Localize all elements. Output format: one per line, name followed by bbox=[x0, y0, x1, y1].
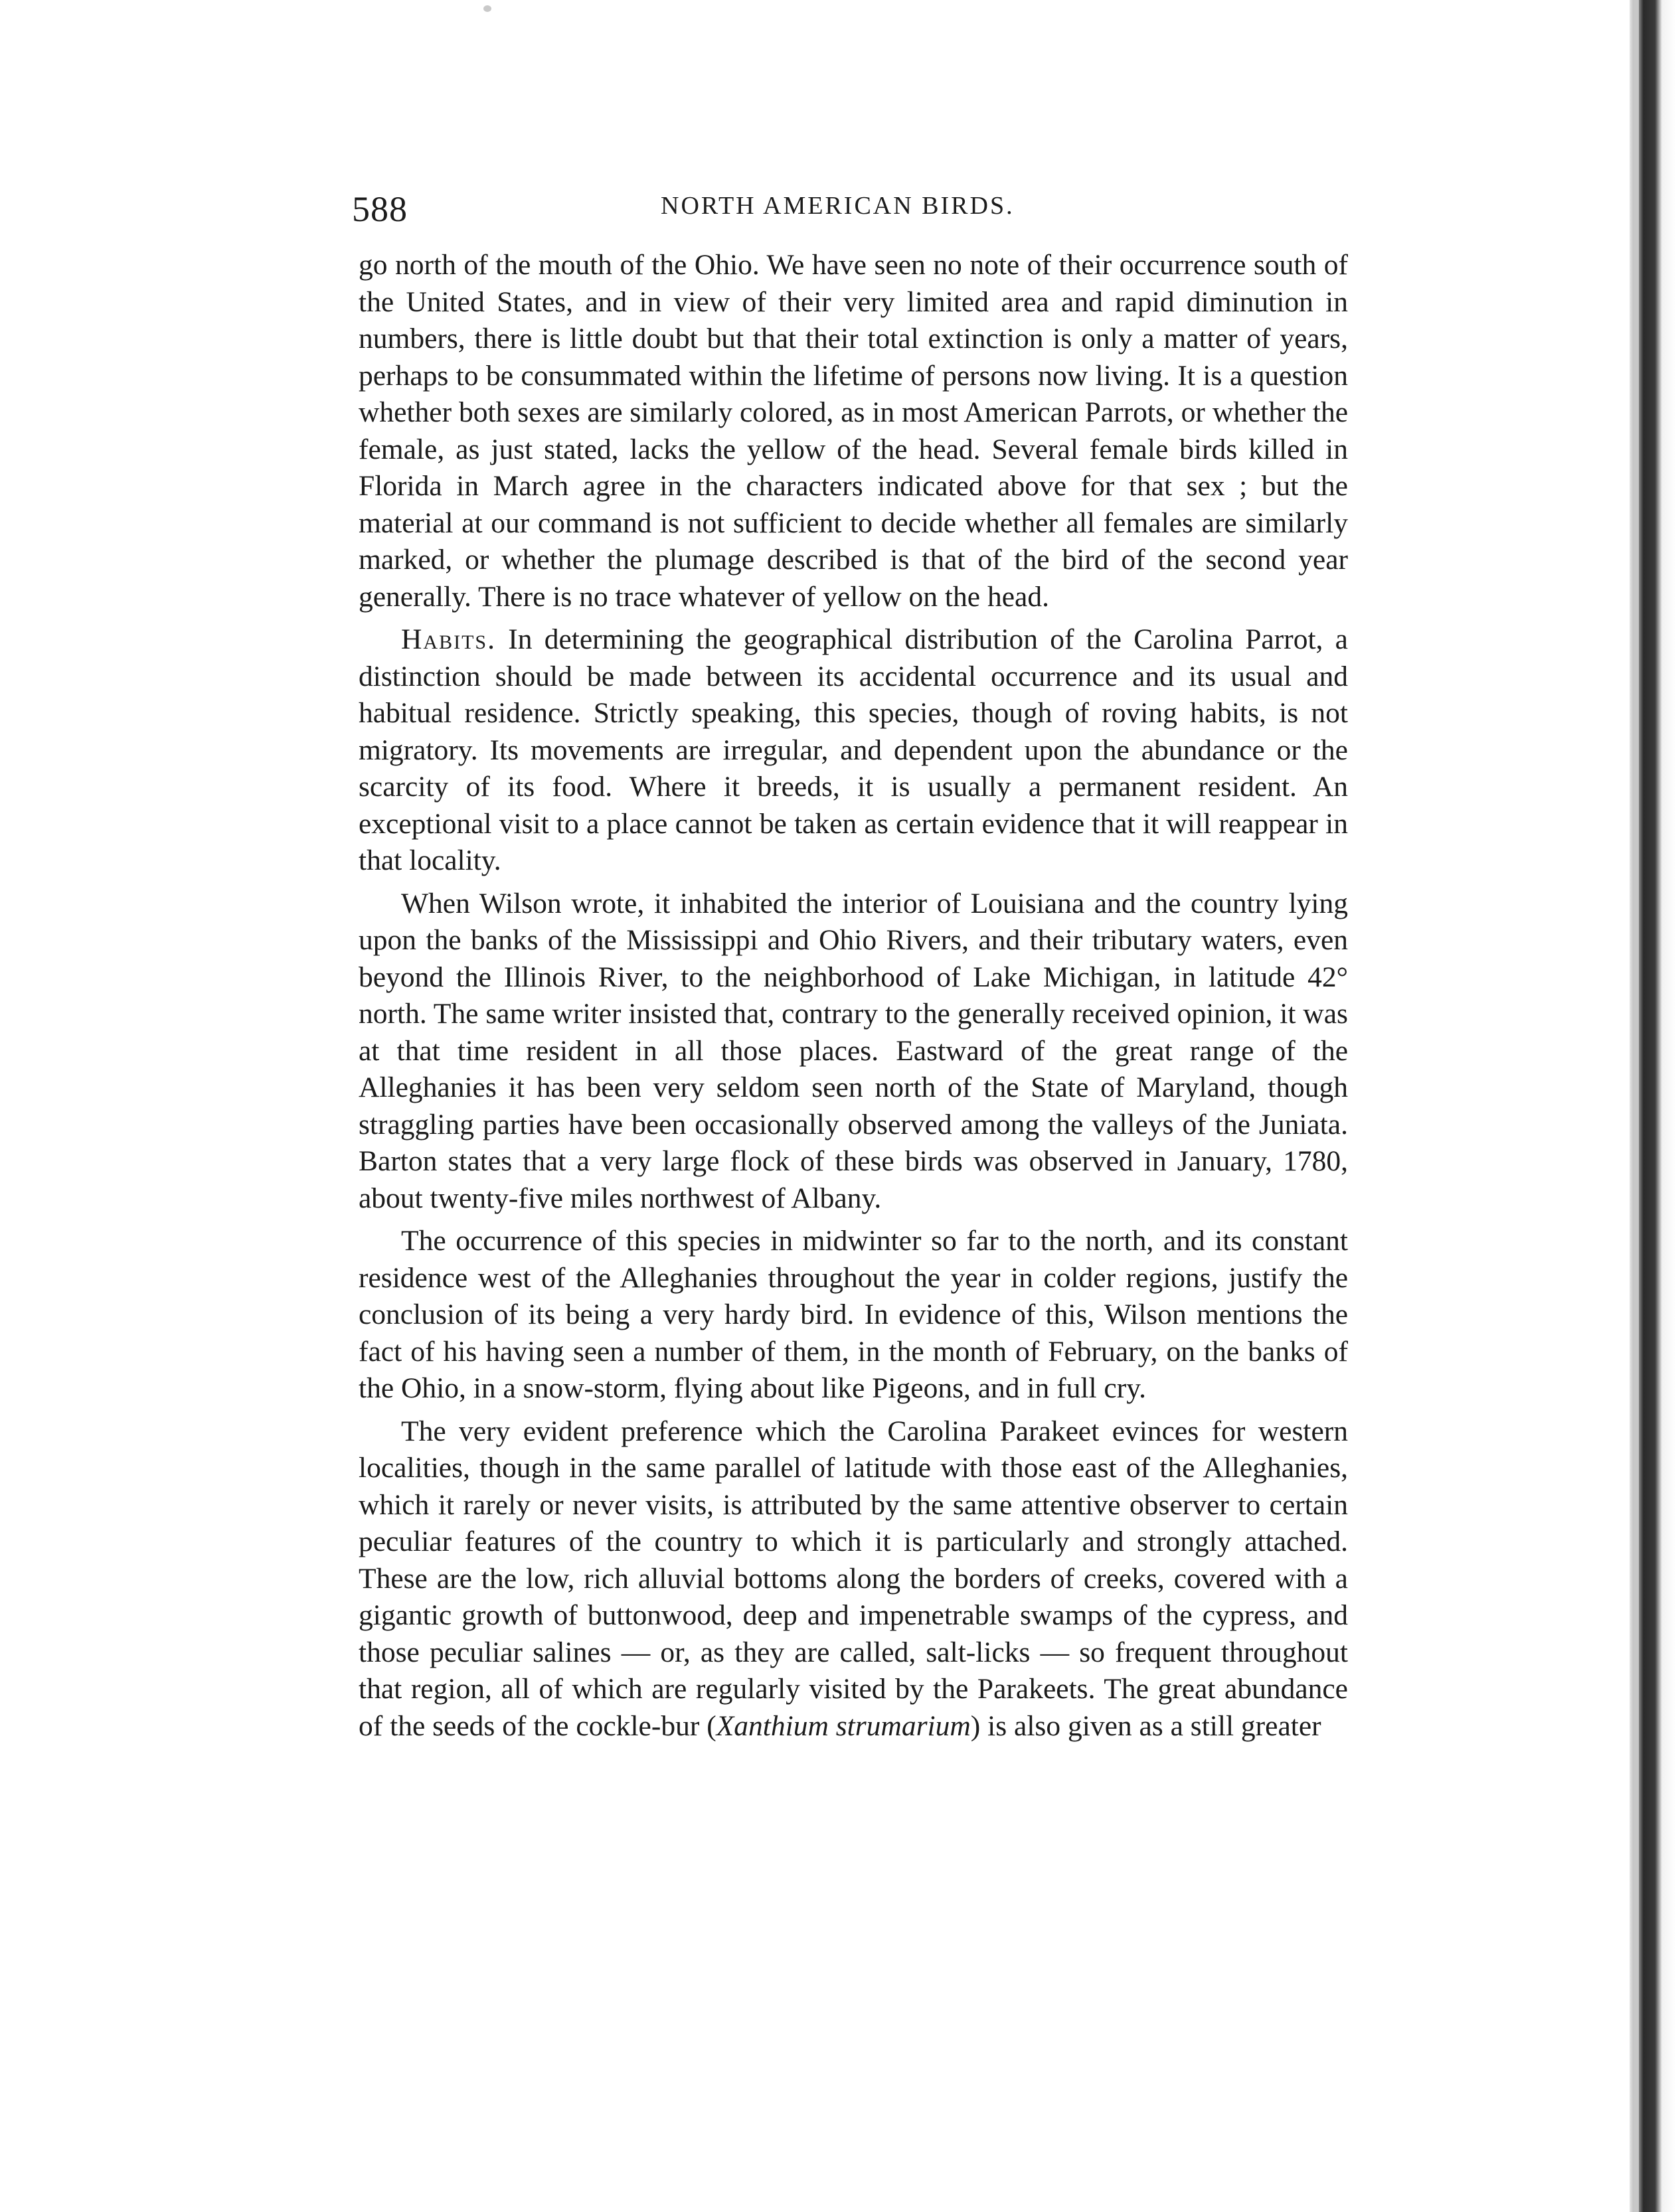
body-text bbox=[359, 247, 1348, 1745]
paragraph-habits-text: In determining the geographical distribution of the Carolina Parrot, a distinction should be made between its accidental occurrence and its usual and habitual residence. Strictly speaking, this species, though of roving habits, is not migratory. Its movements are irregular, and dependent upon the abundance or the scarcity of its food. Where it breeds, it is usually a permanent resident. An exceptional visit to a place cannot be taken as certain evidence that it will reappear in that locality. bbox=[359, 623, 1348, 876]
running-title: NORTH AMERICAN BIRDS. bbox=[661, 192, 1015, 220]
page-header bbox=[352, 185, 1361, 238]
scan-speck bbox=[483, 5, 491, 12]
paragraph-3: When Wilson wrote, it inhabited the interior of Louisiana and the country lying upon the banks of the Mississippi and Ohio Rivers, and their tributary waters, even beyond the Illinois River, to the neighborhood of Lake Michigan, in latitude 42° north. The same writer insisted that, contrary to the generally received opinion, it was at that time resident in all those places. Eastward of the great range of the Alleghanies it has been very seldom seen north of the State of Maryland, though straggling parties have been occasionally observed among the valleys of the Juniata. Barton states that a very large flock of these birds was observed in January, 1780, about twenty-five miles northwest of Albany. bbox=[359, 887, 1348, 1214]
paragraph-5 bbox=[359, 1413, 1348, 1745]
paragraph-5-text-after: ) is also given as a still greater bbox=[970, 1709, 1321, 1742]
paragraph-habits bbox=[359, 621, 1348, 880]
page-number: 588 bbox=[352, 189, 408, 229]
species-name-italic: Xanthium strumarium bbox=[716, 1709, 971, 1742]
paragraph-1: go north of the mouth of the Ohio. We have seen no note of their occurrence south of the United States, and in view of their very limited area and rapid diminution in numbers, there is little doubt but that their total extinction is only a matter of years, perhaps to be consummated within the lifetime of persons now living. It is a question whether both sexes are similarly colored, as in most American Parrots, or whether the female, as just stated, lacks the yellow of the head. Several female birds killed in Florida in March agree in the characters indicated above for that sex ; but the material at our command is not sufficient to decide whether all females are similarly marked, or whether the plumage described is that of the bird of the second year generally. There is no trace whatever of yellow on the head. bbox=[359, 249, 1348, 613]
paragraph-5-text: The very evident preference which the Carolina Parakeet evinces for western localities, though in the same parallel of latitude with those east of the Alleghanies, which it rarely or never visits, is attributed by the same attentive observer to certain peculiar features of the country to which it is particularly and strongly attached. These are the low, rich alluvial bottoms along the borders of creeks, covered with a gigantic growth of buttonwood, deep and impenetrable swamps of the cypress, and those peculiar salines — or, as they are called, salt-licks — so frequent throughout that region, all of which are regularly visited by the Parakeets. The great abundance of the seeds of the cockle-bur ( bbox=[359, 1415, 1348, 1742]
paragraph-4: The occurrence of this species in midwinter so far to the north, and its constant residence west of the Alleghanies throughout the year in colder regions, justify the conclusion of its being a very hardy bird. In evidence of this, Wilson mentions the fact of his having seen a number of them, in the month of February, on the banks of the Ohio, in a snow-storm, flying about like Pigeons, and in full cry. bbox=[359, 1225, 1348, 1404]
page-edge-shadow bbox=[1630, 0, 1676, 2212]
section-label-habits: Habits. bbox=[401, 623, 496, 655]
